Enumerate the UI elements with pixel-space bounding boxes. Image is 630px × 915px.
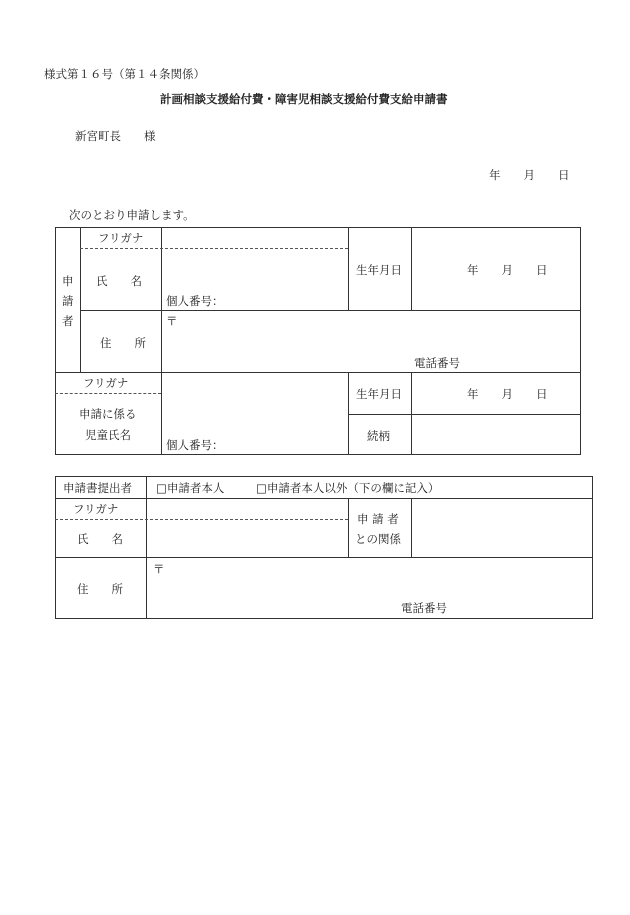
applicant-section-label-1: 申	[62, 274, 74, 288]
submitter-relation-label-1: 申 請 者	[357, 512, 399, 526]
applicant-birthdate-label: 生年月日	[356, 263, 402, 277]
submitter-name-label: 氏 名	[77, 532, 123, 546]
applicant-furigana-label: フリガナ	[98, 231, 144, 245]
child-mynumber-label: 個人番号：	[166, 438, 224, 452]
form-title: 計画相談支援給付費・障害児相談支援給付費支給申請書	[160, 92, 448, 106]
submitter-postal-mark: 〒	[153, 562, 165, 576]
applicant-birthdate-value: 年 月 日	[467, 263, 548, 277]
submitter-option-self[interactable]: □申請者本人	[156, 481, 225, 495]
applicant-address-label: 住 所	[100, 336, 146, 350]
child-birthdate-label: 生年月日	[356, 387, 402, 401]
applicant-name-label: 氏 名	[96, 274, 142, 288]
child-birthdate-value: 年 月 日	[467, 387, 548, 401]
child-relation-label: 続柄	[367, 429, 390, 443]
submitter-furigana-label: フリガナ	[73, 502, 119, 516]
submitter-relation-label-2: との関係	[355, 532, 401, 546]
submitter-header-label: 申請書提出者	[63, 481, 132, 495]
submitter-phone-label: 電話番号	[401, 601, 447, 615]
form-number: 様式第１６号（第１４条関係）	[44, 67, 205, 81]
applicant-section-label-2: 請	[62, 294, 74, 308]
applicant-section-label-3: 者	[62, 314, 74, 328]
child-name-label-2: 児童氏名	[85, 428, 131, 442]
addressee: 新宮町長 様	[75, 129, 156, 143]
applicant-phone-label: 電話番号	[414, 356, 460, 370]
submitter-option-other[interactable]: □申請者本人以外（下の欄に記入）	[256, 481, 440, 495]
date-placeholder: 年 月 日	[489, 168, 570, 182]
applicant-postal-mark: 〒	[166, 314, 178, 328]
child-furigana-label: フリガナ	[83, 376, 129, 390]
submitter-address-label: 住 所	[77, 582, 123, 596]
child-name-label-1: 申請に係る	[79, 407, 137, 421]
applicant-mynumber-label: 個人番号：	[166, 294, 224, 308]
intro-text: 次のとおり申請します。	[69, 208, 195, 222]
